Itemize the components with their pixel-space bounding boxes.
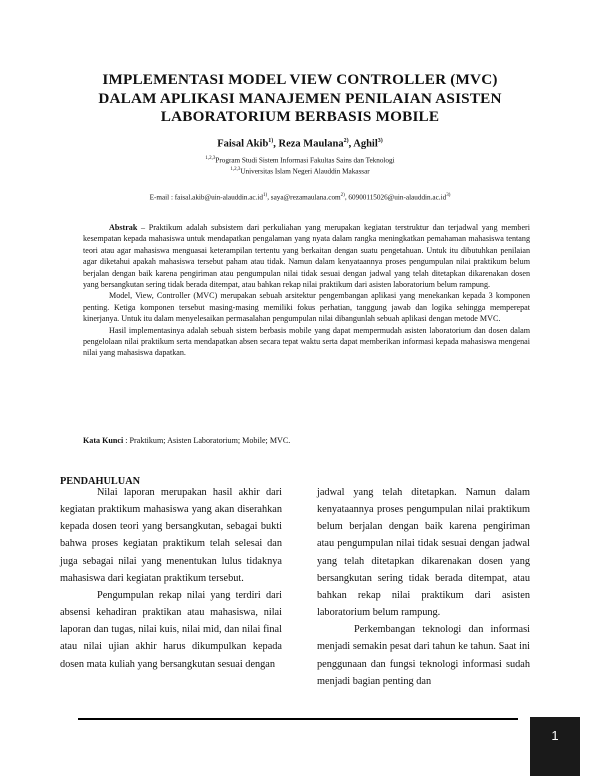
body-paragraph: Pengumpulan rekap nilai yang terdiri dari absensi kehadiran praktikan atau mahasiswa, nilai laporan dan tugas, nilai kuis, nilai mid, dan nilai final atau nilai ujian akhir harus dikumpulkan kepada dosen mata kuliah yang bersangkutan sesuai dengan xyxy=(60,589,282,670)
email-2: , saya@rezamaulana.com xyxy=(267,193,341,202)
page-number: 1 xyxy=(530,717,580,776)
affiliation-marker: 1,2,3 xyxy=(205,156,216,161)
author-1-marker: 1) xyxy=(268,138,274,144)
email-3-marker: 3) xyxy=(446,193,451,198)
abstract-paragraph-1 xyxy=(83,222,530,290)
affiliation-text: Program Studi Sistem Informasi Fakultas Sains dan Teknologi xyxy=(215,156,395,165)
body-paragraph: Nilai laporan merupakan hasil akhir dari kegiatan praktikum mahasiswa yang akan diserahkan kepada dosen teori yang bersangkutan, sebagai bukti bahwa proses kegiatan praktikum telah selesai dan juga sebagai nilai yang menentukan lulus tidaknya mahasiswa dari kegiatan praktikum tersebut. xyxy=(60,487,282,584)
title-line-3: LABORATORIUM BERBASIS MOBILE xyxy=(160,108,440,125)
abstract-label: Abstrak xyxy=(109,223,138,232)
author-separator: , xyxy=(273,138,279,150)
body-column-left xyxy=(60,484,282,673)
paper-title xyxy=(40,71,560,127)
abstract-paragraph-2: Model, View, Controller (MVC) merupakan sebuah arsitektur pengembangan aplikasi yang menekankan kepada 3 komponen penting. Ketiga komponen tersebut masing-masing memiliki fokus perhatian, tanggung jawab dan logika sehingga memperepat kinerjanya. Untuk itu dalam menyelesaikan permasalahan pengumpulan nilai dibangunlah sebuah aplikasi dengan metode MVC. xyxy=(83,291,530,324)
abstract xyxy=(83,222,530,359)
body-paragraph: jadwal yang telah ditetapkan. Namun dalam kenyataannya proses pengumpulan nilai praktikum belum berjalan dengan baik karena pengiriman atau pengumpulan nilai tidak sesuai dengan jadwal yang telah ditetapkan dikarenakan dosen yang bersangkutan sering tidak berada ditempat, atau bahkan rekap nilai praktikum dari asisten laboratorium belum rampung. xyxy=(317,487,530,619)
email-label: E-mail : xyxy=(149,193,175,202)
footer-rule xyxy=(78,718,518,720)
email-1: faisal.akib@uin-alauddin.ac.id xyxy=(174,193,264,202)
keywords-label: Kata Kunci xyxy=(83,436,124,445)
email-3: , 60900115026@uin-alauddin.ac.id xyxy=(344,193,447,202)
abstract-text-1: – Praktikum adalah subsistem dari perkuliahan yang merupakan kegiatan terstruktur dan terjadwal yang memberi kesempatan kepada mahasiswa untuk mendapatkan pengalaman yang nyata dalam rangka meningkatkan pemahaman mahasiswa tentang teori atau agar mahasiswa menguasai keterampilan tertentu yang berkaitan dengan suatu pengetahuan. Untuk itu dibutuhkan penilaian agar diketahui apakah mahasiswa tersebut paham atau tidak. Namun dalam kenyataannya proses pengumpulan nilai praktikum belum berjalan dengan baik karena pengiriman atau pengumpulan nilai tidak sesuai dengan jadwal yang telah ditetapkan dikarenakan dosen yang bersangkutan sering tidak berada ditempat, atau bahkan rekap nilai praktikum dari asisten laboratorium belum rampung. xyxy=(83,223,530,290)
author-2-marker: 2) xyxy=(343,138,349,144)
author-3: Aghil xyxy=(353,138,378,150)
author-1: Faisal Akib xyxy=(217,138,269,150)
author-list xyxy=(0,138,600,150)
author-3-marker: 3) xyxy=(377,138,383,144)
email-2-marker: 2) xyxy=(340,193,345,198)
title-line-1: IMPLEMENTASI MODEL VIEW CONTROLLER (MVC) xyxy=(102,71,498,88)
affiliation-marker: 1,2,3 xyxy=(230,167,241,172)
body-paragraph: Perkembangan teknologi dan informasi menjadi semakin pesat dari tahun ke tahun. Saat ini penggunaan dan fungsi teknologi informasi sudah menjadi bagian penting dan xyxy=(317,624,530,687)
author-separator: , xyxy=(348,138,354,150)
affiliation-text: Universitas Islam Negeri Alauddin Makassar xyxy=(240,167,370,176)
author-2: Reza Maulana xyxy=(278,138,344,150)
section-heading: PENDAHULUAN xyxy=(60,476,141,487)
email-1-marker: 1) xyxy=(263,193,268,198)
affiliation-program xyxy=(0,156,600,164)
title-line-2: DALAM APLIKASI MANAJEMEN PENILAIAN ASISTEN xyxy=(98,89,502,107)
body-column-right xyxy=(317,484,530,690)
keywords xyxy=(83,436,530,445)
keywords-text: : Praktikum; Asisten Laboratorium; Mobile; MVC. xyxy=(123,436,291,445)
abstract-paragraph-3: Hasil implementasinya adalah sebuah sistem berbasis mobile yang dapat mempermudah asisten laboratorium dan dosen dalam pengelolaan nilai praktikum serta mendapatkan absen secara tepat waktu serta dapat memberikan informasi kepada mahasiswa mengenai nilai yang mahasiswa dapatkan. xyxy=(83,325,530,358)
affiliation-university xyxy=(0,167,600,175)
email-line xyxy=(0,193,600,201)
